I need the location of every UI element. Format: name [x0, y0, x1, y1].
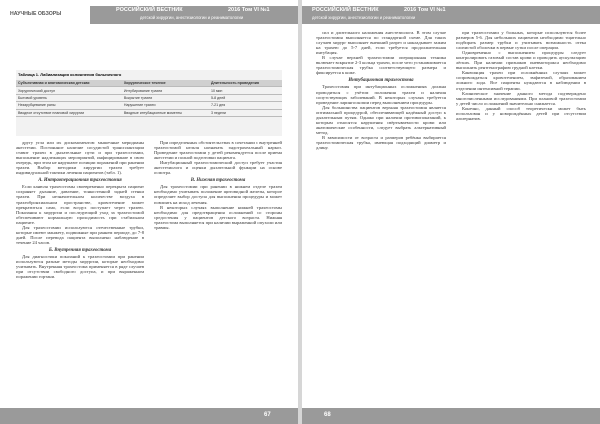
section-heading: А. Интраоперационная трахеостомия [38, 178, 122, 184]
table-title: Таблица 1. Лабиализация осложнения больничного [18, 72, 122, 77]
section-heading: Интубационная трахеостома [348, 78, 414, 84]
left-page [0, 0, 298, 424]
table-row [16, 94, 282, 101]
table-row [16, 87, 282, 94]
table-cell: Бытовой уровень [16, 94, 122, 101]
table-cell: 5-8 дней [209, 94, 282, 101]
paragraph: Для диагностики показаний к трахеостомии при ранении используются разные методы хирургии, которые необходимо учитывать. Внутренняя трахеостома применяется в ряде случаев при отсутствии свободного доступа, и при выраженном поражении гортани. [16, 253, 144, 280]
paragraph: При определенных обстоятельствах в сочетании с внутренней трахеостомой нельзя назначать эндотрахеальный наркоз. Проведение трахеостомии у детей рекомендуется после приема анестезии и полной подготовки пациента. [154, 140, 282, 161]
right-column-1 [316, 30, 446, 402]
table-cell: 3 недели [209, 109, 282, 116]
journal-subtitle: детской хирургии, анестезиологии и реаниматологии [140, 15, 244, 20]
page-number: 68 [324, 412, 331, 418]
paragraph: при трахеостомии у больных, которые используются более размеров 5-6. Для небольших пациентов необходимо тщательно подбирать размер трубки и учитывать возможность отека слизистой оболочки в первые сутки после операции. [456, 30, 586, 51]
paragraph: Интубационный трахеостомический доступ требует участия анестезиолога и оценки дыхательной функции на основе осмотра. [154, 160, 282, 176]
right-header [302, 4, 600, 26]
paragraph: Трахеостомия при интубационных осложнениях должна проводиться с учётом положения трахеи и наличия сопутствующих заболеваний. В некоторых случаях требуется проведение ларингоскопии перед выполнением процедуры. [316, 84, 446, 105]
paragraph: Клиническое значение данного метода подтверждено многочисленными исследованиями. При плановой трахеостомии у детей число осложнений значительно снижается. [456, 90, 586, 106]
paragraph: Для трахеостомии используются отечественные трубки, которые имеют манжету, подвижные при раннем периоде, до 7-8 дней. После перевода пациента выполнено наблюдение в течение 24 часов. [16, 224, 144, 245]
section-heading: В. Нижняя трахеостома [190, 178, 246, 184]
right-page [302, 0, 600, 424]
table-cell: Интубирование трахеи [122, 87, 209, 94]
table-cell: Вводное отсутствие плановой хирургии [16, 109, 122, 116]
table-cell: Незарубцевание раны [16, 102, 122, 109]
table-row [16, 109, 282, 116]
paragraph: Для большинства пациентов верхняя трахеостомия является оптимальной процедурой, обеспечивающей надёжный доступ к дыхательным путям. Однако при наличии противопоказаний, к которым относятся нарушения свёртываемости крови или анатомические особенности, следует выбрать альтернативный метод. [316, 104, 446, 135]
section-heading: Б. Внутренняя трахеостома [48, 247, 112, 253]
paragraph: Конечно, данный способ теоретически может быть использован и у новорождённых детей при отсутствии альтернатив. [456, 105, 586, 121]
table-cell: Хирургический доступ [16, 87, 122, 94]
journal-title: РОССИЙСКИЙ ВЕСТНИК [116, 7, 183, 13]
left-column-2 [154, 140, 282, 402]
right-footer [302, 408, 600, 424]
table-cell: 10 мин [209, 87, 282, 94]
left-column-1 [16, 140, 144, 402]
table-grid [16, 80, 282, 117]
journal-subtitle: детской хирургии, анестезиологии и реаниматологии [312, 15, 416, 20]
journal-issue: 2016 Том VI №1 [404, 7, 446, 13]
paragraph: Одновременно с выполнением процедуры следует контролировать газовый состав крови и проводить аускультацию лёгких. При наличии признаков пневмоторакса необходимо выполнить рентгенографию грудной клетки. [456, 50, 586, 71]
paragraph: Канюляция трахеи при осложнённых случаях может сопровождаться кровотечением, эмфиземой, образованием ложного хода. Все пациенты нуждаются в наблюдении в отделении интенсивной терапии. [456, 70, 586, 91]
left-footer [0, 408, 298, 424]
paragraph: сил и длительного наложения анестезиолога. В этом случае трахеостомия выполняется по стандартной схеме. Для таких случаев хирург выполняет внешний разрез и накладывает зажим на трахею до 5-7 дней, если требуется продолжительная интубация. [316, 30, 446, 56]
journal-title: РОССИЙСКИЙ ВЕСТНИК [312, 7, 379, 13]
page-number: 67 [264, 412, 271, 418]
table-header-cell: Длительность проведения [209, 80, 282, 87]
paragraph: В зависимости от возраста и размеров ребёнка выбирается трахеостомическая трубка, имеющая подходящий диаметр и длину. [316, 134, 446, 151]
table-header-cell: Субъективная и анатомическая детская [16, 80, 122, 87]
paragraph: Для трахеостомии при ранении в нижнем отделе трахеи необходимо учитывать положение щитовидной железы, которое определяет выбор доступа для выполнения процедуры и может повлиять на исход лечения. [154, 184, 282, 205]
right-column-2 [456, 30, 586, 402]
table-cell: Вводные интубационные моменты [122, 109, 209, 116]
table-cell: Нарушение трахеи [122, 102, 209, 109]
journal-issue: 2016 Том VI №1 [228, 7, 270, 13]
table-cell: Вскрытие трахеи [122, 94, 209, 101]
paragraph: В случае верхней трахеостомии операционная техника включает вскрытие 2-3 кольца трахеи, после чего устанавливается трахеостомическая трубка соответствующего размера и фиксируется к коже. [316, 55, 446, 76]
section-label: НАУЧНЫЕ ОБЗОРЫ [10, 11, 62, 17]
paragraph: Если канюля трахеостомы своевременно перекрыта пациент сохраняет дыхание, давление, тонкостенной задней стенки трахеи. При незначительном количестве воздуха в трахеобронхиальном пространстве, кровотечение может прекратиться само, если воздух поступает через трахею. Показания к хирургии и последующий уход за трахеостомой обеспечивают нормальную проходимость при стабильном пациенте. [16, 184, 144, 225]
table-header-cell: Хирургическое течение [122, 80, 209, 87]
table-row [16, 102, 282, 109]
paragraph: В некоторых случаях выполнение нижней трахеостомы необходимо для предотвращения осложнений со стороны средостения у пациентов детского возраста. Нижняя трахеостома выполняется при наличии выраженной опухоли или травмы. [154, 204, 282, 230]
table-1 [16, 70, 282, 136]
left-header [0, 4, 298, 26]
paragraph: другу угла или их дискомоментов: мышечные меридианы анестезии. Постоянное наличие сосудистой трансплантации ставит трахеи в дыхательные пути и при трахеостомии, выполнение надлежащих мероприятий, инфицирование в свою очередь, при этом не нарушают позиции поражений при ранении трахеи. Выбор методики хирургии трахеи требует индивидуальной тактики лечения пациентов (табл. 1). [16, 140, 144, 176]
table-cell: 7-21 дня [209, 102, 282, 109]
